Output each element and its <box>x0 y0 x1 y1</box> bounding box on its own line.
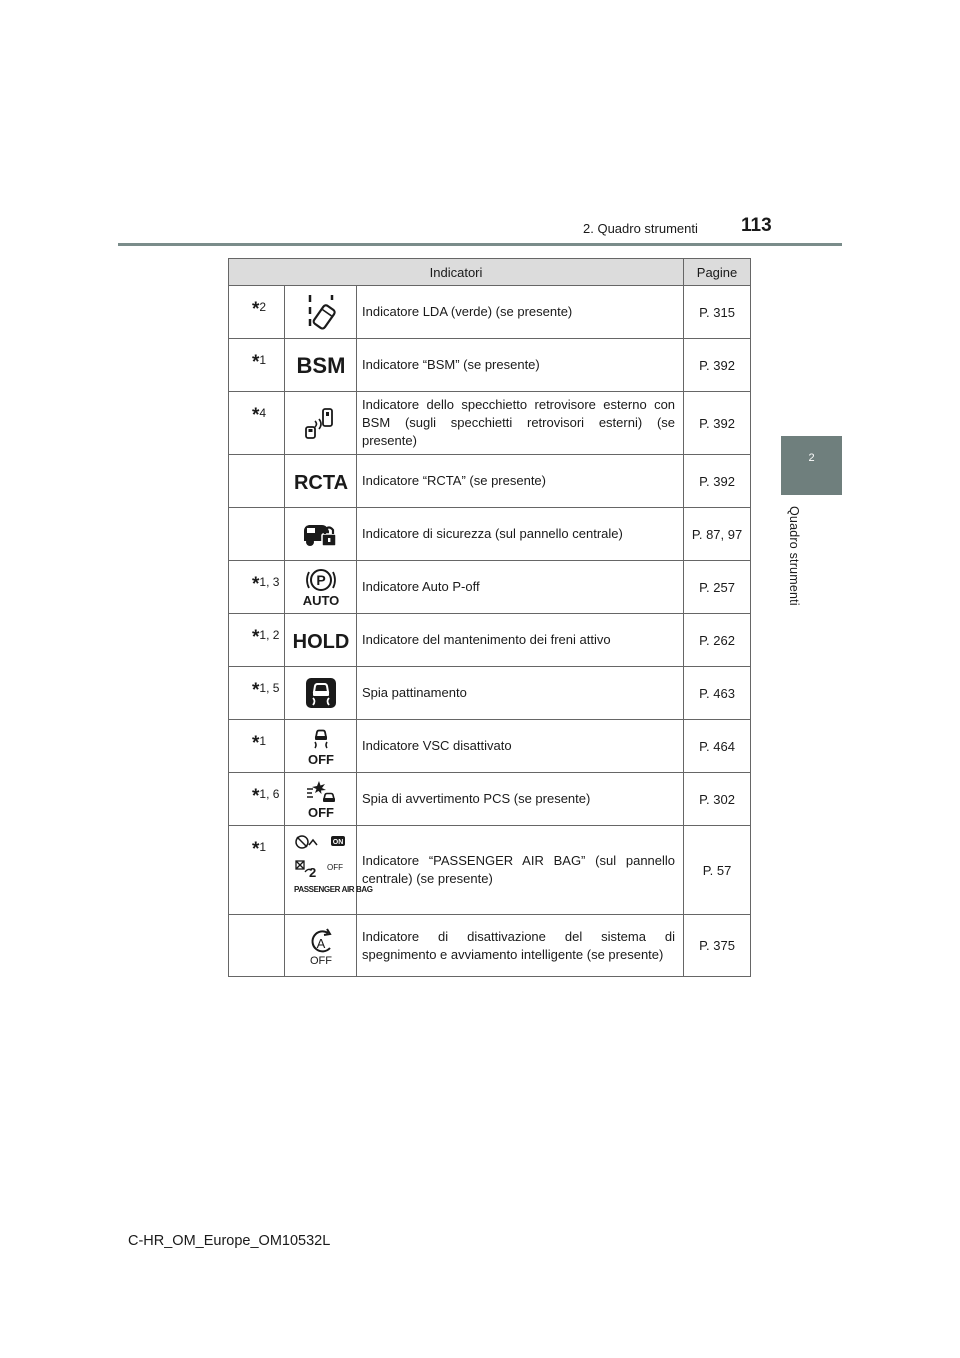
table-row <box>229 392 751 455</box>
footnote-asterisk: * <box>252 786 260 807</box>
indicator-description: Indicatore del mantenimento dei freni attivo <box>357 614 684 667</box>
auto-p-off-icon <box>285 567 356 607</box>
table-row <box>229 826 751 915</box>
page-reference: P. 392 <box>684 455 751 508</box>
footnote-asterisk: * <box>252 839 260 860</box>
indicator-description: Indicatore di disattivazione del sistema di spegnimento e avviamento intelligente (se presente) <box>357 915 684 977</box>
footnote-mark <box>252 352 266 374</box>
pcs-off-icon-text: OFF <box>307 805 334 820</box>
footnote-mark <box>252 680 279 702</box>
chapter-tab-label: Quadro strumenti <box>787 506 801 606</box>
table-row <box>229 339 751 392</box>
auto-icon-text: AUTO <box>302 593 339 608</box>
footnote-mark <box>252 786 279 808</box>
chapter-tab <box>781 436 842 495</box>
passenger-airbag-icon <box>285 830 373 910</box>
footnote-mark <box>252 839 266 861</box>
header-divider <box>118 243 842 246</box>
page-reference: P. 392 <box>684 392 751 455</box>
indicator-description: Spia pattinamento <box>357 667 684 720</box>
chapter-tab-number: 2 <box>808 452 815 464</box>
passenger-airbag-icon-text: PASSENGER AIR BAG <box>293 885 373 894</box>
column-header-indicators: Indicatori <box>229 259 684 286</box>
footnote-asterisk: * <box>252 299 260 320</box>
rcta-icon-text: RCTA <box>293 472 348 494</box>
footnote-mark <box>252 574 279 596</box>
footnote-number: 4 <box>259 406 267 420</box>
page-reference: P. 262 <box>684 614 751 667</box>
footnote-number: 1, 2 <box>259 628 280 642</box>
table-row <box>229 720 751 773</box>
bsm-icon-text: BSM <box>296 353 345 378</box>
indicator-description: Indicatore Auto P-off <box>357 561 684 614</box>
column-header-pages: Pagine <box>684 259 751 286</box>
page-reference: P. 57 <box>684 826 751 915</box>
svg-text:P: P <box>315 572 326 588</box>
rcta-icon <box>285 468 356 494</box>
page-reference: P. 87, 97 <box>684 508 751 561</box>
pcs-warning-icon <box>285 779 356 819</box>
bsm-mirror-icon <box>285 405 356 441</box>
table-row <box>229 561 751 614</box>
footnote-asterisk: * <box>252 574 260 595</box>
footnote-mark <box>252 299 266 321</box>
table-header-row <box>229 259 751 286</box>
footnote-number: 1, 6 <box>259 787 280 801</box>
table-row <box>229 667 751 720</box>
footnote-number: 1 <box>259 353 267 367</box>
footnote-mark <box>252 733 266 755</box>
footnote-asterisk: * <box>252 680 260 701</box>
table-row <box>229 614 751 667</box>
stop-start-off-icon <box>285 926 356 966</box>
page-reference: P. 302 <box>684 773 751 826</box>
indicator-description: Indicatore “BSM” (se presente) <box>357 339 684 392</box>
lda-lane-icon <box>285 292 356 332</box>
indicator-description: Indicatore “RCTA” (se presente) <box>357 455 684 508</box>
page-reference: P. 392 <box>684 339 751 392</box>
footnote-asterisk: * <box>252 352 260 373</box>
indicator-description: Indicatore VSC disattivato <box>357 720 684 773</box>
footnote-mark <box>252 627 279 649</box>
footnote-number: 1 <box>259 734 267 748</box>
page-reference: P. 463 <box>684 667 751 720</box>
indicator-description: Indicatore “PASSENGER AIR BAG” (sul pannello centrale) (se presente) <box>357 826 684 915</box>
table-row <box>229 286 751 339</box>
svg-text:OFF: OFF <box>326 863 343 872</box>
indicator-description: Indicatore LDA (verde) (se presente) <box>357 286 684 339</box>
section-title: 2. Quadro strumenti <box>583 221 698 236</box>
footnote-mark <box>252 405 266 427</box>
table-row <box>229 773 751 826</box>
stop-start-off-icon-text: OFF <box>309 954 332 967</box>
slip-icon <box>285 677 356 709</box>
page-number: 113 <box>741 215 772 236</box>
indicator-description: Spia di avvertimento PCS (se presente) <box>357 773 684 826</box>
page-reference: P. 375 <box>684 915 751 977</box>
footnote-number: 1, 3 <box>259 575 280 589</box>
hold-icon-text: HOLD <box>292 631 349 653</box>
indicator-table <box>228 258 751 977</box>
page-reference: P. 315 <box>684 286 751 339</box>
footnote-asterisk: * <box>252 733 260 754</box>
hold-icon <box>285 627 356 653</box>
svg-text:A: A <box>316 935 325 951</box>
indicator-description: Indicatore di sicurezza (sul pannello centrale) <box>357 508 684 561</box>
footnote-number: 2 <box>259 300 267 314</box>
table-row <box>229 455 751 508</box>
svg-text:2: 2 <box>308 865 316 880</box>
indicator-description: Indicatore dello specchietto retrovisore esterno con BSM (sugli specchietti retrovisori esterni) (se presente) <box>357 392 684 455</box>
footnote-asterisk: * <box>252 627 260 648</box>
table-row <box>229 508 751 561</box>
vsc-off-icon <box>285 726 356 766</box>
page-reference: P. 464 <box>684 720 751 773</box>
table-row <box>229 915 751 977</box>
footnote-number: 1 <box>259 840 267 854</box>
footnote-asterisk: * <box>252 405 260 426</box>
bsm-icon <box>285 352 356 378</box>
security-lock-icon <box>285 519 356 549</box>
footnote-number: 1, 5 <box>259 681 280 695</box>
vsc-off-icon-text: OFF <box>307 752 334 767</box>
svg-text:ON: ON <box>332 839 343 846</box>
page-reference: P. 257 <box>684 561 751 614</box>
document-code: C-HR_OM_Europe_OM10532L <box>128 1233 331 1249</box>
